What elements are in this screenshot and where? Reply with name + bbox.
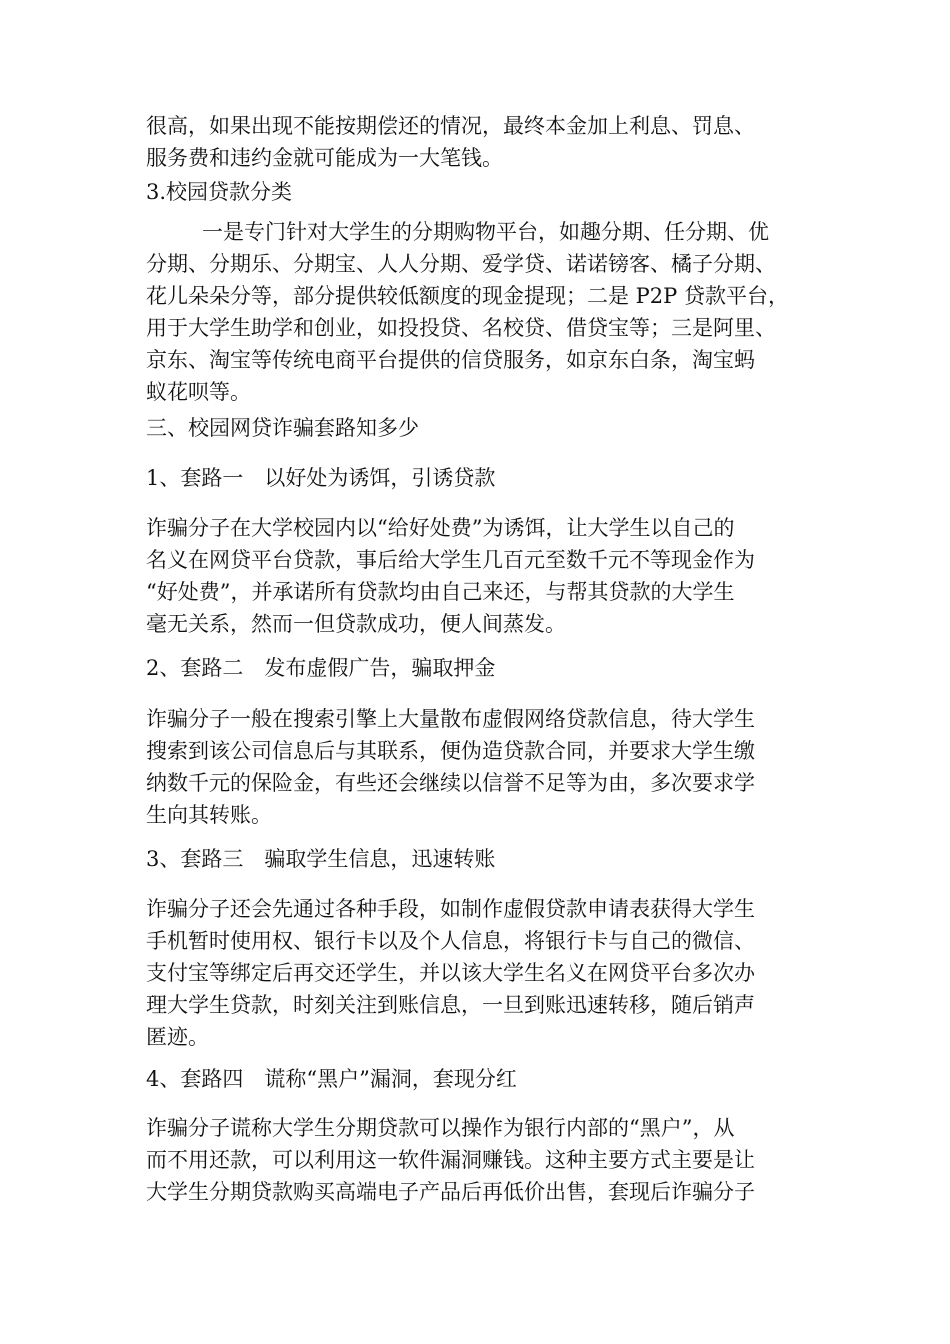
text-line: 生向其转账。 [146,803,272,827]
text-line: 诈骗分子在大学校园内以“给好处费”为诱饵，让大学生以自己的 [146,516,735,540]
text-line: 匿迹。 [146,1025,209,1049]
heading-text: 3、套路三 骗取学生信息，迅速转账 [146,847,496,871]
text-line: 用于大学生助学和创业，如投投贷、名校贷、借贷宝等；三是阿里、 [146,316,776,340]
heading-text: 4、套路四 谎称“黑户”漏洞，套现分红 [146,1067,517,1091]
text-line: 花儿朵朵分等，部分提供较低额度的现金提现；二是 P2P 贷款平台， [146,284,789,308]
heading-trick-1 [146,462,811,494]
text-line: 纳数千元的保险金，有些还会继续以信誉不足等为由，多次要求学 [146,771,755,795]
text-line: 诈骗分子谎称大学生分期贷款可以操作为银行内部的“黑户”，从 [146,1116,735,1140]
heading-text: 三、校园网贷诈骗套路知多少 [146,416,419,440]
text-line: 理大学生贷款，时刻关注到账信息，一旦到账迅速转移，随后销声 [146,993,755,1017]
text-line: 诈骗分子还会先通过各种手段，如制作虚假贷款申请表获得大学生 [146,897,755,921]
heading-trick-2 [146,652,811,684]
text-line: 毫无关系，然而一但贷款成功，便人间蒸发。 [146,612,566,636]
heading-trick-3 [146,843,811,875]
paragraph-cost-warning [146,110,811,174]
text-line: 搜索到该公司信息后与其联系，便伪造贷款合同，并要求大学生缴 [146,739,755,763]
text-line: 很高，如果出现不能按期偿还的情况，最终本金加上利息、罚息、 [146,114,755,138]
text-line: “好处费”，并承诺所有贷款均由自己来还，与帮其贷款的大学生 [146,580,735,604]
text-line: 大学生分期贷款购买高端电子产品后再低价出售，套现后诈骗分子 [146,1180,755,1204]
text-line: 诈骗分子一般在搜索引擎上大量散布虚假网络贷款信息，待大学生 [146,707,755,731]
text-line: 而不用还款，可以利用这一软件漏洞赚钱。这种主要方式主要是让 [146,1148,755,1172]
text-line: 分期、分期乐、分期宝、人人分期、爱学贷、诺诺镑客、橘子分期、 [146,252,776,276]
heading-text: 3.校园贷款分类 [146,180,293,204]
section-heading-fraud-tricks [146,412,811,444]
text-line: 蚁花呗等。 [146,380,251,404]
paragraph-trick-1 [146,512,811,640]
text-line: 支付宝等绑定后再交还学生，并以该大学生名义在网贷平台多次办 [146,961,755,985]
heading-text: 1、套路一 以好处为诱饵，引诱贷款 [146,466,496,490]
heading-text: 2、套路二 发布虚假广告，骗取押金 [146,656,496,680]
paragraph-trick-2 [146,703,811,831]
heading-trick-4 [146,1063,811,1095]
text-line: 服务费和违约金就可能成为一大笔钱。 [146,146,503,170]
text-line: 手机暂时使用权、银行卡以及个人信息，将银行卡与自己的微信、 [146,929,755,953]
text-line: 名义在网贷平台贷款，事后给大学生几百元至数千元不等现金作为 [146,548,755,572]
paragraph-loan-categories [146,216,811,408]
paragraph-trick-4 [146,1112,811,1208]
heading-loan-categories [146,176,811,208]
text-line: 一是专门针对大学生的分期购物平台，如趣分期、任分期、优 [202,220,769,244]
paragraph-trick-3 [146,893,811,1053]
text-line: 京东、淘宝等传统电商平台提供的信贷服务，如京东白条，淘宝蚂 [146,348,755,372]
